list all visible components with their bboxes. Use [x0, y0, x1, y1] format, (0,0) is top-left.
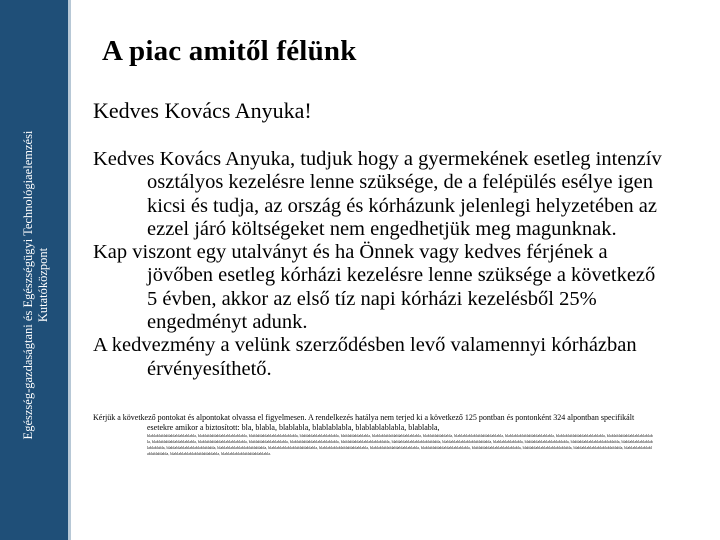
sidebar-panel [0, 0, 68, 540]
sidebar-organization-name [21, 75, 51, 495]
sidebar-divider [68, 0, 71, 540]
fine-print [93, 413, 653, 457]
sidebar-org-line-2: Kutatóközpont [36, 247, 50, 323]
slide-title: A piac amitől félünk [102, 35, 357, 67]
body-paragraph-1: Kedves Kovács Anyuka, tudjuk hogy a gyermekének esetleg intenzív osztályos kezelésre lenne szüksége, de a felépülés esélye igen kicsi és tudja, az ország és kórházunk jelenlegi helyzetében az ezzel járó költségeket nem engedhetjük meg magunknak. [93, 148, 662, 240]
body-paragraph-2: Kap viszont egy utalványt és ha Önnek vagy kedves férjének a jövőben esetleg kórházi kezelésre lenne szüksége a következő 5 évben, akkor az első tíz napi kórházi kezelésből 25% engedményt adunk. [93, 241, 656, 334]
fine-print-filler: blablablablablablablablablabla, blablablablablablablablablabla, blablablablablablablablablabla, blablablablablablablabla, blablablablablabla, blablablablablablablablablabla, blablablablablabla, blablablablablablablablablabla, blablablablablablablablablabla, blablablablablablablablablabla, blablablablablablablablablabla, blablablablablablablablabla, blablablablablablablablablabla, blablablablablablablabla, blablablablablablablablablabla, blablablablablablablablablabla, blablablablablablablablablabla, blablablablablablablablablabla, blablablablablabla, blablablablablablablablabla, blablablablablablablablablabla, blablablablablablablablablabla, blablablablablablablablablabla, blablablablablablablablablabla, blablablablablablablablablabla, blablablablablablablablablabla, blablablablablablablablablabla, blablablablablablablablablabla, blablablablablablablablablabla, blablablablablablablablablabla, blablablablablablablablablabla, blablablablablablablablablabla, blablablablablablablablablabla, blablablablablablablablablabla. [147, 433, 653, 456]
body-paragraph-3: A kedvezmény a velünk szerződésben levő valamennyi kórházban érvényesíthető. [93, 334, 637, 380]
salutation: Kedves Kovács Anyuka! [93, 98, 312, 123]
sidebar-org-line-1: Egészség-gazdaságtani és Egészségügyi Technológiaelemzési [21, 130, 35, 440]
slide-body [93, 148, 663, 381]
fine-print-lead: Kérjük a következő pontokat és alpontokat olvassa el figyelmesen. A rendelkezés hatálya nem terjed ki a következő 125 pontban és pontonként 324 alpontban specifikált esetekre amikor a biztosított: bla, blabla, blablabla, blablablabla, blablablablabla, blablabla, [93, 413, 635, 432]
